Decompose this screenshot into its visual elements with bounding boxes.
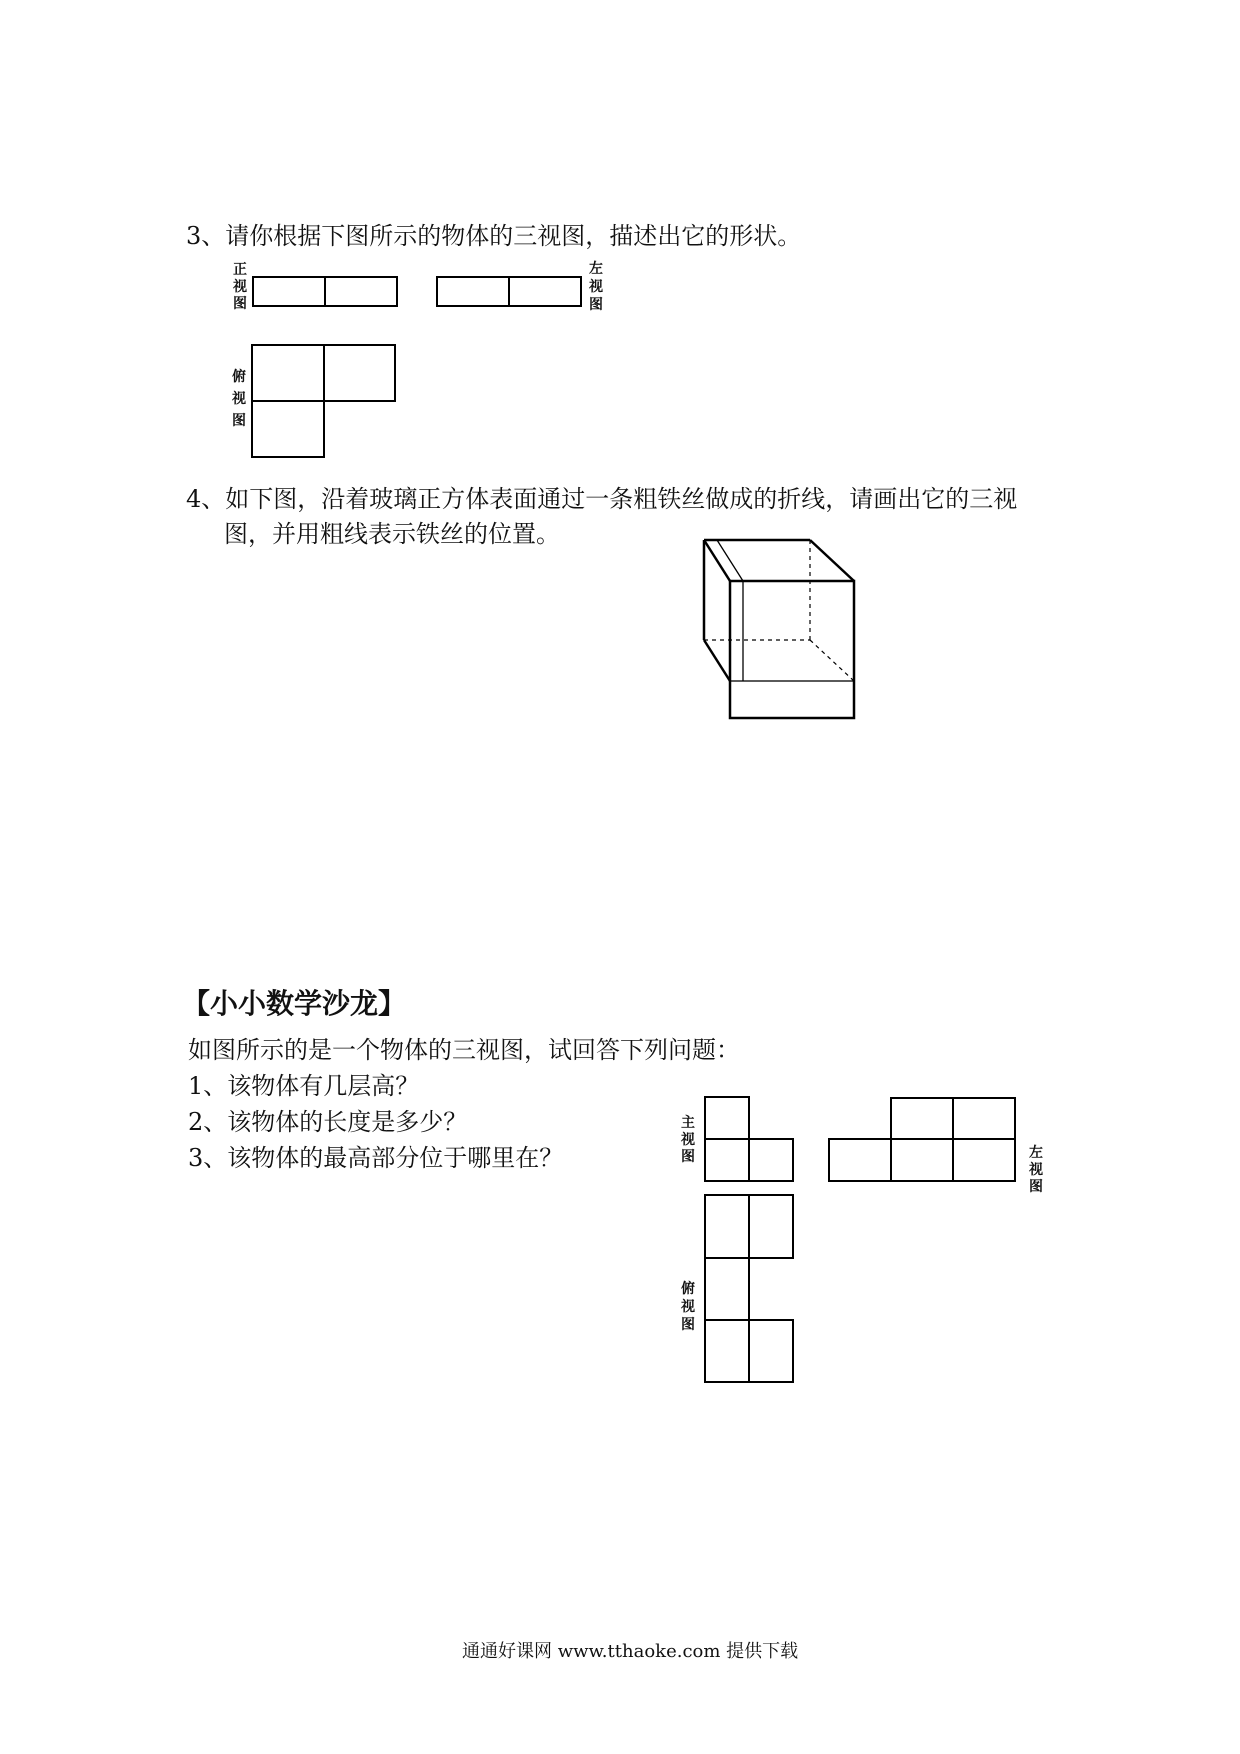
q3-left-view-cell — [436, 276, 510, 307]
salon-left-view-cell — [952, 1097, 1016, 1140]
salon-intro: 如图所示的是一个物体的三视图，试回答下列问题： — [188, 1036, 740, 1064]
salon-left-view-label-1: 左 — [1029, 1145, 1043, 1161]
q3-top-view-cell — [251, 400, 325, 458]
salon-top-view-cell — [748, 1319, 794, 1383]
footer-credit: 通通好课网 www.tthaoke.com 提供下载 — [462, 1641, 799, 1662]
salon-left-view-cell — [828, 1138, 892, 1182]
salon-left-view-cell — [890, 1138, 954, 1182]
salon-left-view-cell — [890, 1097, 954, 1140]
salon-question-3: 3、该物体的最高部分位于哪里在？ — [188, 1144, 564, 1172]
salon-question-1: 1、该物体有几层高？ — [188, 1072, 420, 1100]
salon-top-view-label-2: 视 — [681, 1299, 695, 1315]
q3-top-view-label-3: 图 — [232, 413, 246, 429]
salon-main-view-label-2: 视 — [681, 1132, 695, 1148]
q3-top-view-label-2: 视 — [232, 391, 246, 407]
q3-front-view-cell — [252, 276, 326, 307]
q3-top-view-cell — [323, 344, 396, 402]
q3-front-view-label-1: 正 — [233, 262, 247, 278]
q3-top-view-cell — [251, 344, 325, 402]
salon-main-view-cell — [704, 1096, 750, 1140]
salon-top-view-cell — [704, 1194, 750, 1259]
salon-question-2: 2、该物体的长度是多少？ — [188, 1108, 468, 1136]
glass-cube-wire — [700, 536, 860, 686]
question-4-line-1: 4、如下图，沿着玻璃正方体表面通过一条粗铁丝做成的折线，请画出它的三视 — [186, 485, 1018, 513]
salon-left-view-cell — [952, 1138, 1016, 1182]
salon-top-view-label-1: 俯 — [681, 1281, 695, 1297]
q3-front-view-label-3: 图 — [233, 296, 247, 312]
salon-left-view-label-2: 视 — [1029, 1162, 1043, 1178]
salon-top-view-cell — [704, 1257, 750, 1321]
q3-front-view-label-2: 视 — [233, 279, 247, 295]
salon-main-view-label-1: 主 — [681, 1115, 695, 1131]
question-3-text: 3、请你根据下图所示的物体的三视图，描述出它的形状。 — [186, 222, 802, 250]
salon-top-view-label-3: 图 — [681, 1317, 695, 1333]
salon-top-view-cell — [748, 1194, 794, 1259]
salon-main-view-cell — [748, 1138, 794, 1182]
salon-title: 【小小数学沙龙】 — [182, 987, 407, 1020]
salon-left-view-label-3: 图 — [1029, 1179, 1043, 1195]
salon-top-view-cell — [704, 1319, 750, 1383]
q3-left-view-label-1: 左 — [589, 261, 603, 277]
q3-left-view-label-2: 视 — [589, 279, 603, 295]
q3-left-view-label-3: 图 — [589, 297, 603, 313]
q3-front-view-cell — [324, 276, 398, 307]
q3-top-view-label-1: 俯 — [232, 369, 246, 385]
salon-main-view-label-3: 图 — [681, 1149, 695, 1165]
q3-left-view-cell — [508, 276, 582, 307]
question-4-line-2: 图，并用粗线表示铁丝的位置。 — [224, 520, 560, 548]
salon-main-view-cell — [704, 1138, 750, 1182]
